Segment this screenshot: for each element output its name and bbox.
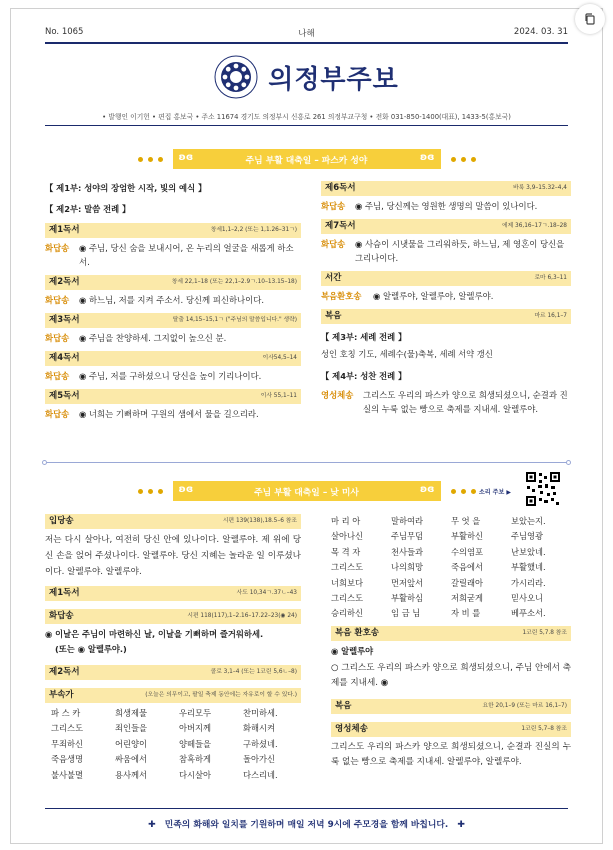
flourish-icon: ʚɞ: [178, 484, 194, 495]
section2-banner: [11, 481, 602, 501]
section2-band: [173, 481, 441, 501]
sequence-verse: 참혹하게: [179, 754, 212, 765]
sequence-verse: 수의염포: [451, 546, 484, 557]
vigil-right-column: [321, 181, 571, 416]
top-rule: [45, 42, 568, 44]
vigil-right-response: [321, 289, 571, 303]
vigil-left-response: [45, 331, 301, 345]
sequence-verse: 화해시켜: [243, 723, 276, 734]
response-text: ◉ 알렐루야, 알렐루야, 알렐루야.: [373, 291, 494, 301]
vigil-right-readings: [321, 181, 571, 324]
acclamation-response: ◉ 알렐루야: [331, 645, 374, 656]
sequence-verse: 양떼들을: [179, 738, 212, 749]
part3-heading: 【 제3부: 세례 전례 】: [321, 332, 407, 342]
vigil-left-readings: [45, 223, 301, 421]
copy-icon: [583, 12, 597, 26]
reading-ref: 마르 16,1–7: [534, 313, 567, 319]
vigil-right-response: [321, 199, 571, 213]
reading-ref: 바룩 3,9–15.32–4,4: [513, 185, 567, 191]
reading-name: 제2독서: [49, 277, 80, 287]
bulletin-page: [10, 8, 603, 844]
sequence-verse: 불사불멸: [51, 769, 84, 780]
sequence-verse: 부활하심: [391, 593, 424, 604]
sequence-verse: 천사들과: [391, 546, 424, 557]
sequence-verse: 마 리 아: [331, 516, 361, 526]
sequence-verse: 다시살아: [179, 769, 212, 780]
sequence-verse: 자 비 를: [451, 608, 481, 619]
seal-logo: [214, 55, 258, 99]
sequence-verse: 승리하신: [331, 608, 364, 619]
response-label: 화답송: [45, 333, 70, 343]
flourish-icon: ʚɞ: [178, 152, 194, 163]
response-label: 화답송: [321, 201, 346, 211]
entrance-antiphon-text: 저는 다시 살아나, 여전히 당신 안에 있나이다. 알렐루야. 제 위에 당신 손을 얹어 주셨나이다. 알렐루야. 당신 지혜는 놀라운 일 이루셨나이다. 알렐루야. 알렐루야.: [45, 535, 301, 577]
reading-name: 제4독서: [49, 353, 80, 363]
psalm-response: ◉ 이날은 주님이 마련하신 날, 이날을 기뻐하며 즐거워하세.: [45, 629, 264, 639]
response-label: 화답송: [45, 295, 70, 305]
first-reading-header: 제1독서 사도 10,34ㄱ.37ㄴ–43: [45, 586, 301, 601]
reading-name: 제6독서: [325, 183, 356, 193]
reading-name: 제3독서: [49, 315, 80, 325]
issue-number: No. 1065: [45, 27, 84, 37]
part1-heading: 【 제1부: 성야의 장엄한 시작, 빛의 예식 】: [45, 183, 207, 193]
vigil-right-reading-header: [321, 181, 571, 196]
dot-ornament: [138, 489, 163, 494]
footer-text: 민족의 화해와 일치를 기원하며 매일 저녁 9시에 주모경을 함께 바칩니다.: [164, 820, 449, 830]
sequence-verse: 먼저앞서: [391, 577, 424, 588]
sequence-verse: 베푸소서.: [511, 608, 546, 619]
sequence-verse: 죽음생명: [51, 754, 84, 765]
reading-ref: 이사 55,1–11: [260, 393, 297, 399]
communion-label: 영성체송: [321, 390, 354, 400]
sequence-verse: 죄인들을: [115, 723, 148, 734]
vigil-left-reading-header: [45, 351, 301, 366]
sequence-verse: 살아나신: [331, 531, 364, 542]
vigil-communion: [321, 388, 571, 416]
footer-rule: [45, 808, 568, 809]
dot-ornament: [451, 157, 476, 162]
cross-icon: ✚: [148, 820, 156, 830]
sequence-verse: 용사께서: [115, 769, 148, 780]
response-text: ◉ 주님을 찬양하세. 그지없이 높으신 분.: [79, 333, 227, 343]
reading-name: 제5독서: [49, 391, 80, 401]
vigil-left-response: [45, 241, 301, 269]
reading-ref: 이사54,5–14: [262, 355, 297, 361]
vigil-right-reading-header: [321, 219, 571, 234]
section2-title: 주님 부활 대축일 – 낮 미사: [254, 487, 359, 498]
sequence-verse: 우리모두: [179, 708, 212, 718]
response-text: ◉ 너희는 기뻐하며 구원의 샘에서 물을 길으리라.: [79, 409, 259, 419]
reading-ref: 탈출 14,15–15,1ㄱ ("주님의 말씀입니다." 생략): [172, 317, 297, 323]
sequence-verse: 보았는지.: [511, 516, 546, 526]
sequence-verse: 다스리네.: [243, 769, 278, 780]
reading-ref: 창세1,1–2,2 (또는 1,1.26–31ㄱ): [210, 227, 297, 233]
vigil-left-response: [45, 293, 301, 307]
sequence-verse: 너희보다: [331, 577, 364, 588]
sequence-verse: 부활하신: [451, 531, 484, 542]
day-mass-left-column: [45, 514, 301, 783]
sequence-verse: 싸움에서: [115, 754, 148, 765]
sequence-verse: 돌아가신: [243, 754, 276, 765]
reading-name: 제1독서: [49, 225, 80, 235]
sequence-verse: 나의희망: [391, 562, 424, 573]
entrance-antiphon-header: 입당송 시편 139(138),18.5–6 참조: [45, 514, 301, 529]
vigil-left-column: [45, 181, 301, 421]
sequence-verse: 갈릴래아: [451, 577, 484, 588]
copy-button[interactable]: [575, 4, 605, 34]
response-text: ◉ 사슴이 시냇물을 그리워하듯, 하느님, 제 영혼이 당신을 그리나이다.: [355, 239, 565, 263]
section1-title: 주님 부활 대축일 – 파스카 성야: [245, 155, 368, 166]
part3-text: 성인 호칭 기도, 세례수(물)축복, 세례 서약 갱신: [321, 349, 493, 359]
sequence-verse: 말하여라: [391, 516, 424, 526]
liturgical-year: 나해: [298, 29, 315, 39]
response-label: 화답송: [321, 239, 346, 249]
footer-message: [11, 817, 602, 830]
sequence-verse: 무 엇 을: [451, 516, 481, 526]
cross-icon: ✚: [457, 820, 465, 830]
sequence-verse: 목 격 자: [331, 546, 361, 557]
reading-name: 복음: [325, 311, 342, 321]
header-rule: [45, 125, 568, 126]
section1-band: [173, 149, 441, 169]
communion-antiphon-text: 그리스도 우리의 파스카 양으로 희생되셨으니, 순결과 진실의 누룩 없는 빵으로 축제를 지내세. 알렐루야, 알렐루야.: [331, 741, 571, 767]
psalm-header: 화답송 시편 118(117),1–2.16–17.22–23(◉ 24): [45, 609, 301, 624]
sequence-verse: 희생제물: [115, 708, 148, 718]
response-text: ◉ 주님, 당신께는 영원한 생명의 말씀이 있나이다.: [355, 201, 538, 211]
reading-name: 제7독서: [325, 221, 356, 231]
sequence-verse: 믿사오니: [511, 593, 544, 604]
sequence-verse: 찬미하세.: [243, 708, 278, 718]
publisher-info: • 발행인 이기헌 • 편집 홍보국 • 주소 11674 경기도 의정부시 신흥로 261 의정부교구청 • 전화 031-850-1400(대표), 1433-5(홍보국): [102, 113, 511, 121]
issue-date: 2024. 03. 31: [513, 27, 568, 37]
gospel-header: 복음 요한 20,1–9 (또는 마르 16,1–7): [331, 699, 571, 714]
reading-name: 서간: [325, 273, 342, 283]
psalm-alt-response: (또는 ◉ 알렐루야.): [55, 644, 127, 654]
vigil-left-response: [45, 369, 301, 383]
sequence-verse: 어린양이: [115, 738, 148, 749]
dot-ornament: [451, 489, 476, 494]
reading-ref: 로마 6,3–11: [534, 275, 567, 281]
vigil-left-reading-header: [45, 389, 301, 404]
sequence-verse: 무죄하신: [51, 738, 84, 749]
sequence-verse: 부활했네.: [511, 562, 546, 573]
sequence-verse: 구하셨네.: [243, 738, 278, 749]
acclamation-header: 복음 환호송 1코린 5,7.8 참조: [331, 626, 571, 641]
acclamation-verse: ○ 그리스도 우리의 파스카 양으로 희생되셨으니, 주님 안에서 축제를 지내세. ◉: [331, 662, 571, 688]
response-label: 복음환호송: [321, 291, 362, 301]
part2-heading: 【 제2부: 말씀 전례 】: [45, 204, 131, 214]
response-label: 화답송: [45, 243, 70, 253]
vigil-left-reading-header: [45, 313, 301, 328]
qr-code[interactable]: [525, 471, 561, 507]
response-label: 화답송: [45, 409, 70, 419]
audio-bulletin-link[interactable]: 소리 주보 ▶: [479, 489, 511, 496]
communion-text: 그리스도 우리의 파스카 양으로 희생되셨으니, 순결과 진실의 누룩 없는 빵으로 축제를 지내세. 알렐루야.: [363, 390, 568, 414]
communion-header: 영성체송 1코린 5,7–8 참조: [331, 722, 571, 737]
second-reading-header: 제2독서 콜로 3,1–4 (또는 1코린 5,6ㄴ–8): [45, 665, 301, 680]
sequence-verse: 난보았네.: [511, 546, 546, 557]
sequence-verse: 파 스 카: [51, 708, 81, 718]
day-mass-right-column: [331, 514, 571, 770]
section-divider: [45, 462, 568, 463]
reading-ref: 창세 22,1–18 (또는 22,1–2.9ㄱ.10–13.15–18): [171, 279, 297, 285]
bulletin-title: 의정부주보: [268, 64, 399, 95]
flourish-icon: ʚɞ: [419, 484, 435, 495]
vigil-right-reading-header: [321, 309, 571, 324]
sequence-verse: 그리스도: [331, 562, 364, 573]
sequence-verse: 주님무덤: [391, 531, 424, 542]
vigil-left-response: [45, 407, 301, 421]
sequence-verse: 임 금 님: [391, 608, 421, 619]
part4-heading: 【 제4부: 성찬 전례 】: [321, 371, 407, 381]
vigil-left-reading-header: [45, 275, 301, 290]
sequence-verse: 가시리라.: [511, 577, 546, 588]
sequence-header: 부속가 (오늘은 의무이고, 팔일 축제 동안에는 자유로이 할 수 있다.): [45, 688, 301, 703]
sequence-verses-left: [45, 706, 301, 783]
response-label: 화답송: [45, 371, 70, 381]
flourish-icon: ʚɞ: [419, 152, 435, 163]
sequence-verse: 그리스도: [331, 593, 364, 604]
vigil-right-response: [321, 237, 571, 265]
issue-line: [45, 25, 568, 41]
sequence-verse: 저희굳게: [451, 593, 484, 604]
response-text: ◉ 하느님, 저를 지켜 주소서. 당신께 피신하나이다.: [79, 295, 264, 305]
response-text: ◉ 주님, 저를 구하셨으니 당신을 높이 기리나이다.: [79, 371, 262, 381]
vigil-left-reading-header: [45, 223, 301, 238]
sequence-verse: 주님영광: [511, 531, 544, 542]
sequence-verse: 그리스도: [51, 723, 84, 734]
masthead: [11, 53, 602, 101]
sequence-verse: 아버지께: [179, 723, 212, 734]
vigil-right-reading-header: [321, 271, 571, 286]
response-text: ◉ 주님, 당신 숨을 보내시어, 온 누리의 얼굴을 새롭게 하소서.: [79, 243, 294, 267]
reading-ref: 에제 36,16–17ㄱ.18–28: [501, 223, 567, 229]
dot-ornament: [138, 157, 163, 162]
section1-banner: [11, 149, 602, 169]
sequence-verses-right: [331, 514, 571, 622]
sequence-verse: 죽음에서: [451, 562, 484, 573]
